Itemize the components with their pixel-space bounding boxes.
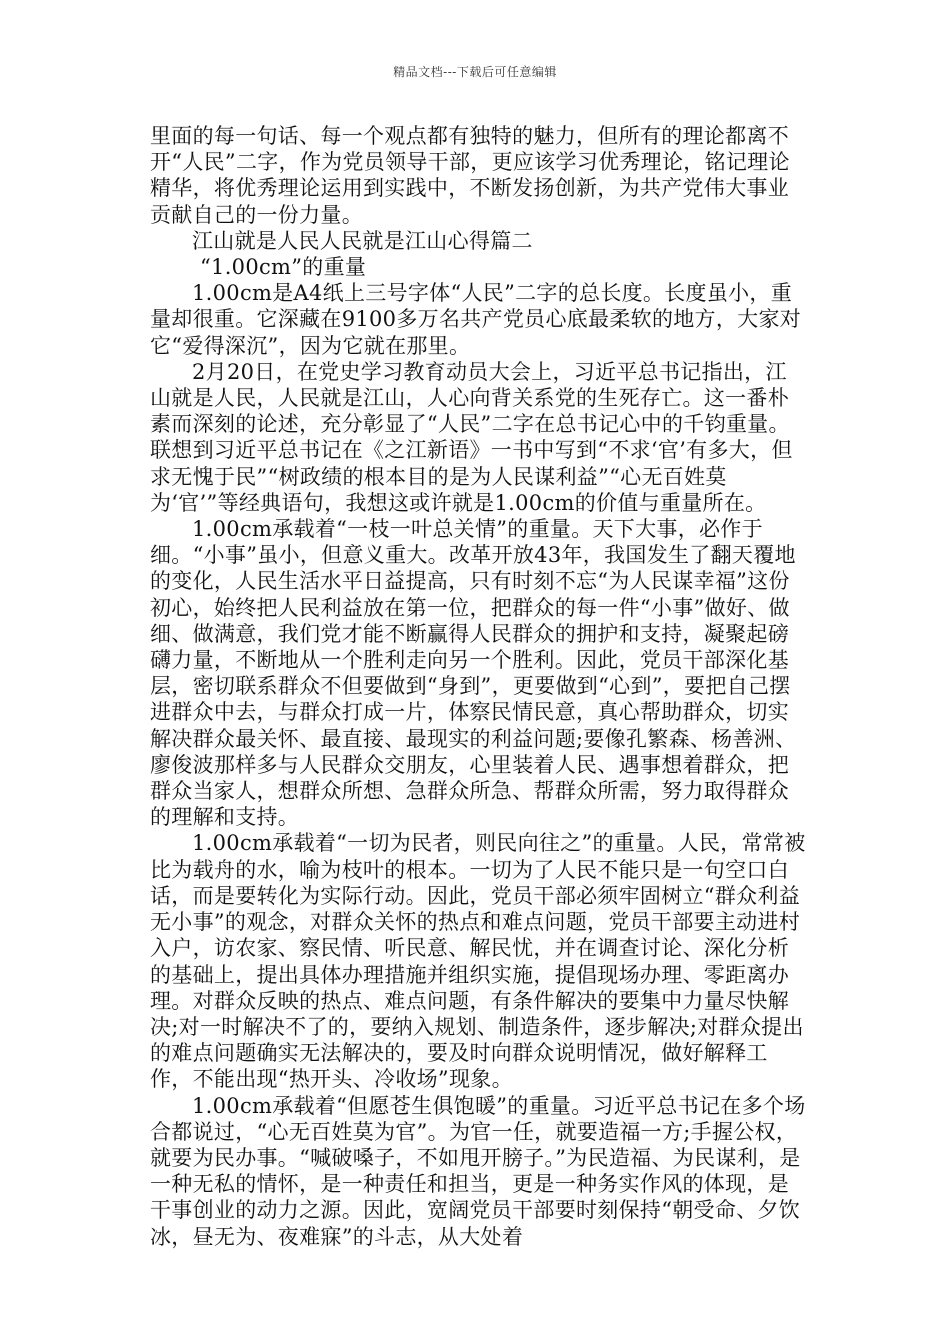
article-title: 江山就是人民人民就是江山心得篇二 [192, 228, 533, 253]
paragraph: 1.00cm承载着“一切为民者，则民向往之”的重量。人民，常常被比为载舟的水，喻为枝叶的根本。一切为了人民不能只是一句空口白话，而是要转化为实际行动。因此，党员干部必须牢固树立“群众利益无小事”的观念，对群众关怀的热点和难点问题，党员干部要主动进村入户，访农家、察民情、听民意、解民忧，并在调查讨论、深化分析的基础上，提出具体办理措施并组织实施，提倡现场办理、零距离办理。对群众反映的热点、难点问题，有条件解决的要集中力量尽快解决;对一时解决不了的，要纳入规划、制造条件，逐步解决;对群众提出的难点问题确实无法解决的，要及时向群众说明情况，做好解释工作，不能出现“热开头、冷收场”现象。 [150, 831, 806, 1092]
article-subtitle: “1.00cm”的重量 [200, 255, 367, 280]
paragraph: 1.00cm承载着“但愿苍生俱饱暖”的重量。习近平总书记在多个场合都说过，“心无百姓莫为官”。为官一任，就要造福一方;手握公权，就要为民办事。“喊破嗓子，不如甩开膀子。”为民造福、为民谋利，是一种无私的情怀，是一种责任和担当，更是一种务实作风的体现，是干事创业的动力之源。因此，宽阔党员干部要时刻保持“朝受命、夕饮冰，昼无为、夜难寐”的斗志，从大处着 [150, 1093, 806, 1249]
paragraph: 1.00cm是A4纸上三号字体“人民”二字的总长度。长度虽小，重量却很重。它深藏在9100多万名共产党员心底最柔软的地方，大家对它“爱得深沉”，因为它就在那里。 [150, 281, 802, 358]
paragraph: 2月20日，在党史学习教育动员大会上，习近平总书记指出，江山就是人民，人民就是江山，人心向背关系党的生死存亡。这一番朴素而深刻的论述，充分彰显了“人民”二字在总书记心中的千钧重量。联想到习近平总书记在《之江新语》一书中写到“不求‘官’有多大，但求无愧于民”“树政绩的根本目的是为人民谋利益”“心无百姓莫为‘官’”等经典语句，我想这或许就是1.00cm的价值与重量所在。 [150, 359, 793, 515]
paragraph: 1.00cm承载着“一枝一叶总关情”的重量。天下大事，必作于细。“小事”虽小，但意义重大。改革开放43年，我国发生了翻天覆地的变化，人民生活水平日益提高，只有时刻不忘“为人民谋幸福”这份初心，始终把人民利益放在第一位，把群众的每一件“小事”做好、做细、做满意，我们党才能不断赢得人民群众的拥护和支持，凝聚起磅礴力量，不断地从一个胜利走向另一个胜利。因此，党员干部深化基层，密切联系群众不但要做到“身到”，更要做到“心到”，要把自己摆进群众中去，与群众打成一片，体察民情民意，真心帮助群众，切实解决群众最关怀、最直接、最现实的利益问题;要像孔繁森、杨善洲、廖俊波那样多与人民群众交朋友，心里装着人民、遇事想着群众，把群众当家人，想群众所想、急群众所急、帮群众所需，努力取得群众的理解和支持。 [150, 517, 797, 830]
page-header: 精品文档---下载后可任意编辑 [393, 65, 557, 79]
document-body [150, 123, 806, 1250]
paragraph-intro-continuation: 里面的每一句话、每一个观点都有独特的魅力，但所有的理论都离不开“人民”二字，作为党员领导干部，更应该学习优秀理论，铭记理论精华，将优秀理论运用到实践中，不断发扬创新，为共产党伟大事业贡献自己的一份力量。 [150, 124, 790, 227]
